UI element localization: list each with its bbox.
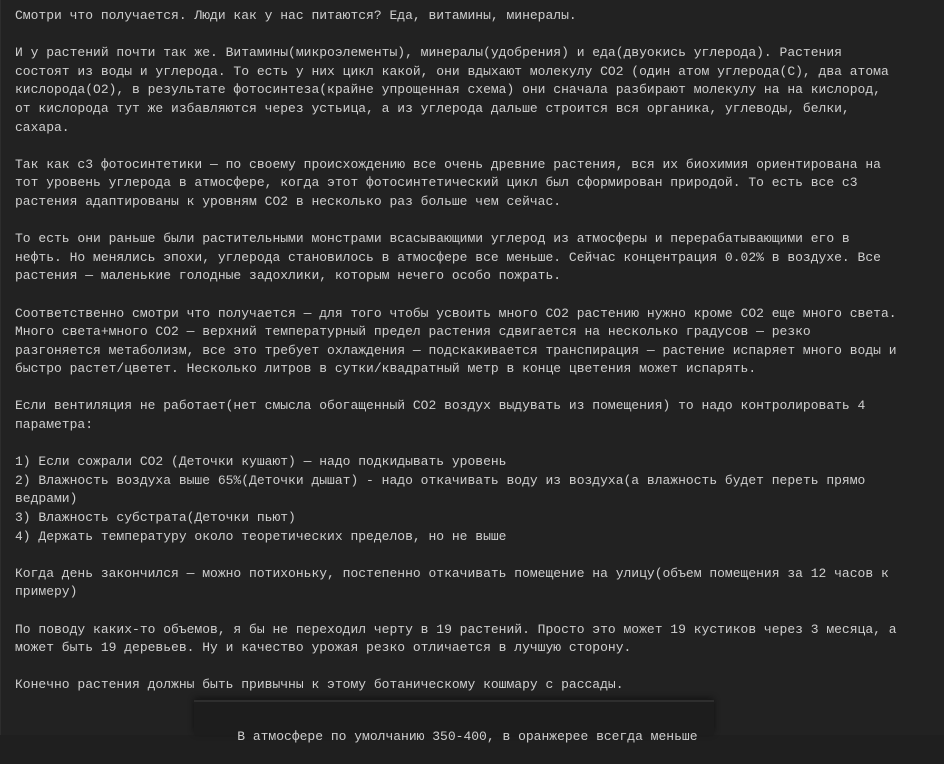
tooltip-text: В атмосфере по умолчанию 350-400, в оранжерее всегда меньше [237, 729, 698, 744]
document-text: Смотри что получается. Люди как у нас питаются? Еда, витамины, минералы. И у растений почти так же. Витамины(микроэлементы), минералы(удобрения) и еда(двуокись углерода). Растения состоят из воды и углерода. То есть у них цикл какой, они вдыхают молекулу CO2 (один атом углерода(C), два атома кислорода(O2), в результате фотосинтеза(крайне упрощенная схема) они сначала разбирают молекулу на на кислород, от кислорода тут же избавляются через устьица, а из углерода дальше строится вся органика, углеводы, белки, сахара. Так как с3 фотосинтетики — по своему происхождению все очень древние растения, вся их биохимия ориентирована на тот уровень углерода в атмосфере, когда этот фотосинтетический цикл был сформирован природой. То есть все с3 растения адаптированы к уровням CO2 в несколько раз больше чем сейчас. То есть они раньше были растительными монстрами всасывающими углерод из атмосферы и перерабатывающими его в нефть. Но менялись эпохи, углерода становилось в атмосфере все меньше. Сейчас концентрация 0.02% в воздухе. Все растения — маленькие голодные задохлики, которым нечего особо пожрать. Соответственно смотри что получается — для того чтобы усвоить много CO2 растению нужно кроме CO2 еще много света. Много света+много CO2 — верхний температурный предел растения сдвигается на несколько градусов — резко разгоняется метаболизм, все это требует охлаждения — подскакивается транспирация — растение испаряет много воды и быстро растет/цветет. Несколько литров в сутки/квадратный метр в конце цветения может испарять. Если вентиляция не работает(нет смысла обогащенный CO2 воздух выдувать из помещения) то надо контролировать 4 параметра: 1) Если сожрали CO2 (Деточки кушают) — надо подкидывать уровень 2) Влажность воздуха выше 65%(Деточки дышат) - надо откачивать воду из воздуха(а влажность будет переть прямо ведрами) 3) Влажность субстрата(Деточки пьют) 4) Держать температуру около теоретических пределов, но не выше Когда день закончился — можно потихоньку, постепенно откачивать помещение на улицу(объем помещения за 12 часов к примеру) По поводу каких-то объемов, я бы не переходил черту в 19 растений. Просто это может 19 кустиков через 3 месяца, а может быть 19 деревьев. Ну и качество урожая резко отличается в лучшую сторону. Конечно растения должны быть привычны к этому ботаническому кошмару с рассады. [15, 8, 897, 693]
hover-tooltip [194, 700, 714, 744]
